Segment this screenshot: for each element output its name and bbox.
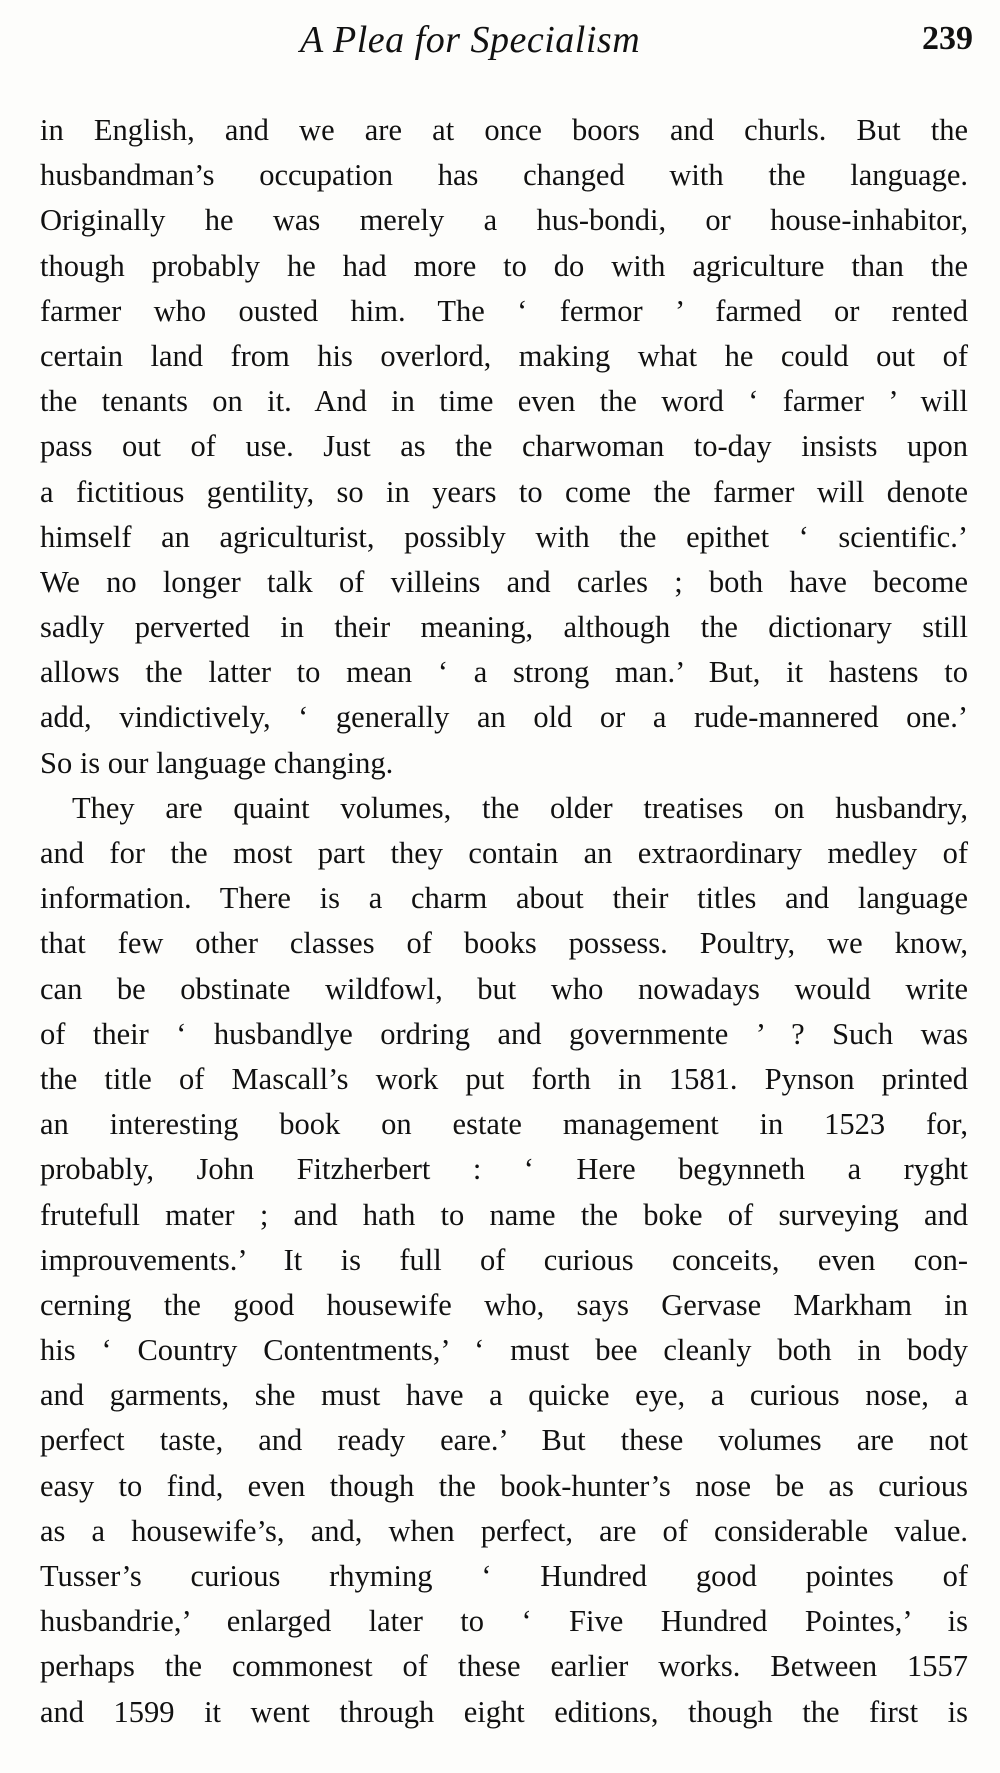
text-line: his ‘ Country Contentments,’ ‘ must bee cleanly both in body	[40, 1333, 968, 1368]
text-line: and for the most part they contain an extraordinary medley of	[40, 836, 968, 870]
text-line: though probably he had more to do with agriculture than the	[40, 248, 968, 283]
text-line: in English, and we are at once boors and churls. But the	[40, 113, 968, 147]
text-line: pass out of use. Just as the charwoman to-day insists upon	[40, 429, 968, 464]
text-line: perhaps the commonest of these earlier works. Between 1557	[40, 1649, 968, 1684]
text-line: easy to find, even though the book-hunter’s nose be as curious	[40, 1468, 968, 1503]
paragraph-end-line: So is our language changing.	[40, 745, 394, 780]
text-line: cerning the good housewife who, says Gervase Markham in	[40, 1287, 968, 1322]
page-number: 239	[922, 20, 973, 57]
text-line: husbandrie,’ enlarged later to ‘ Five Hundred Pointes,’ is	[40, 1604, 968, 1639]
text-line: the tenants on it. And in time even the word ‘ farmer ’ will	[40, 384, 968, 419]
text-line: that few other classes of books possess. Poultry, we know,	[40, 926, 968, 961]
text-line: Originally he was merely a hus-bondi, or house-inhabitor,	[40, 203, 968, 238]
text-line: of their ‘ husbandlye ordring and governmente ’ ? Such was	[40, 1016, 968, 1051]
text-line: add, vindictively, ‘ generally an old or a rude-mannered one.’	[40, 700, 968, 735]
body-text	[40, 108, 968, 1735]
text-line: as a housewife’s, and, when perfect, are of considerable value.	[40, 1513, 968, 1548]
text-line: information. There is a charm about their titles and language	[40, 881, 968, 916]
text-line: a fictitious gentility, so in years to come the farmer will denote	[40, 474, 968, 509]
text-line: Tusser’s curious rhyming ‘ Hundred good pointes of	[40, 1559, 968, 1593]
text-line: frutefull mater ; and hath to name the boke of surveying and	[40, 1197, 968, 1232]
text-line: the title of Mascall’s work put forth in 1581. Pynson printed	[40, 1061, 968, 1096]
text-line: and 1599 it went through eight editions, though the first is	[40, 1694, 968, 1729]
text-line: certain land from his overlord, making what he could out of	[40, 338, 968, 373]
paragraph-start-line: They are quaint volumes, the older treatises on husbandry,	[72, 790, 968, 825]
text-line: can be obstinate wildfowl, but who nowadays would write	[40, 971, 968, 1006]
text-line: and garments, she must have a quicke eye, a curious nose, a	[40, 1378, 968, 1413]
text-line: sadly perverted in their meaning, although the dictionary still	[40, 610, 968, 645]
text-line: perfect taste, and ready eare.’ But these volumes are not	[40, 1423, 968, 1458]
text-line: an interesting book on estate management in 1523 for,	[40, 1107, 968, 1142]
running-title: A Plea for Specialism	[300, 19, 641, 61]
text-line: We no longer talk of villeins and carles ; both have become	[40, 564, 968, 599]
text-line: probably, John Fitzherbert : ‘ Here begynneth a ryght	[40, 1152, 968, 1187]
text-line: farmer who ousted him. The ‘ fermor ’ farmed or rented	[40, 293, 968, 328]
text-line: himself an agriculturist, possibly with the epithet ‘ scientific.’	[40, 519, 968, 554]
text-line: allows the latter to mean ‘ a strong man.’ But, it hastens to	[40, 655, 968, 690]
text-line: improuvements.’ It is full of curious conceits, even con-	[40, 1242, 968, 1277]
text-line: husbandman’s occupation has changed with the language.	[40, 158, 968, 193]
